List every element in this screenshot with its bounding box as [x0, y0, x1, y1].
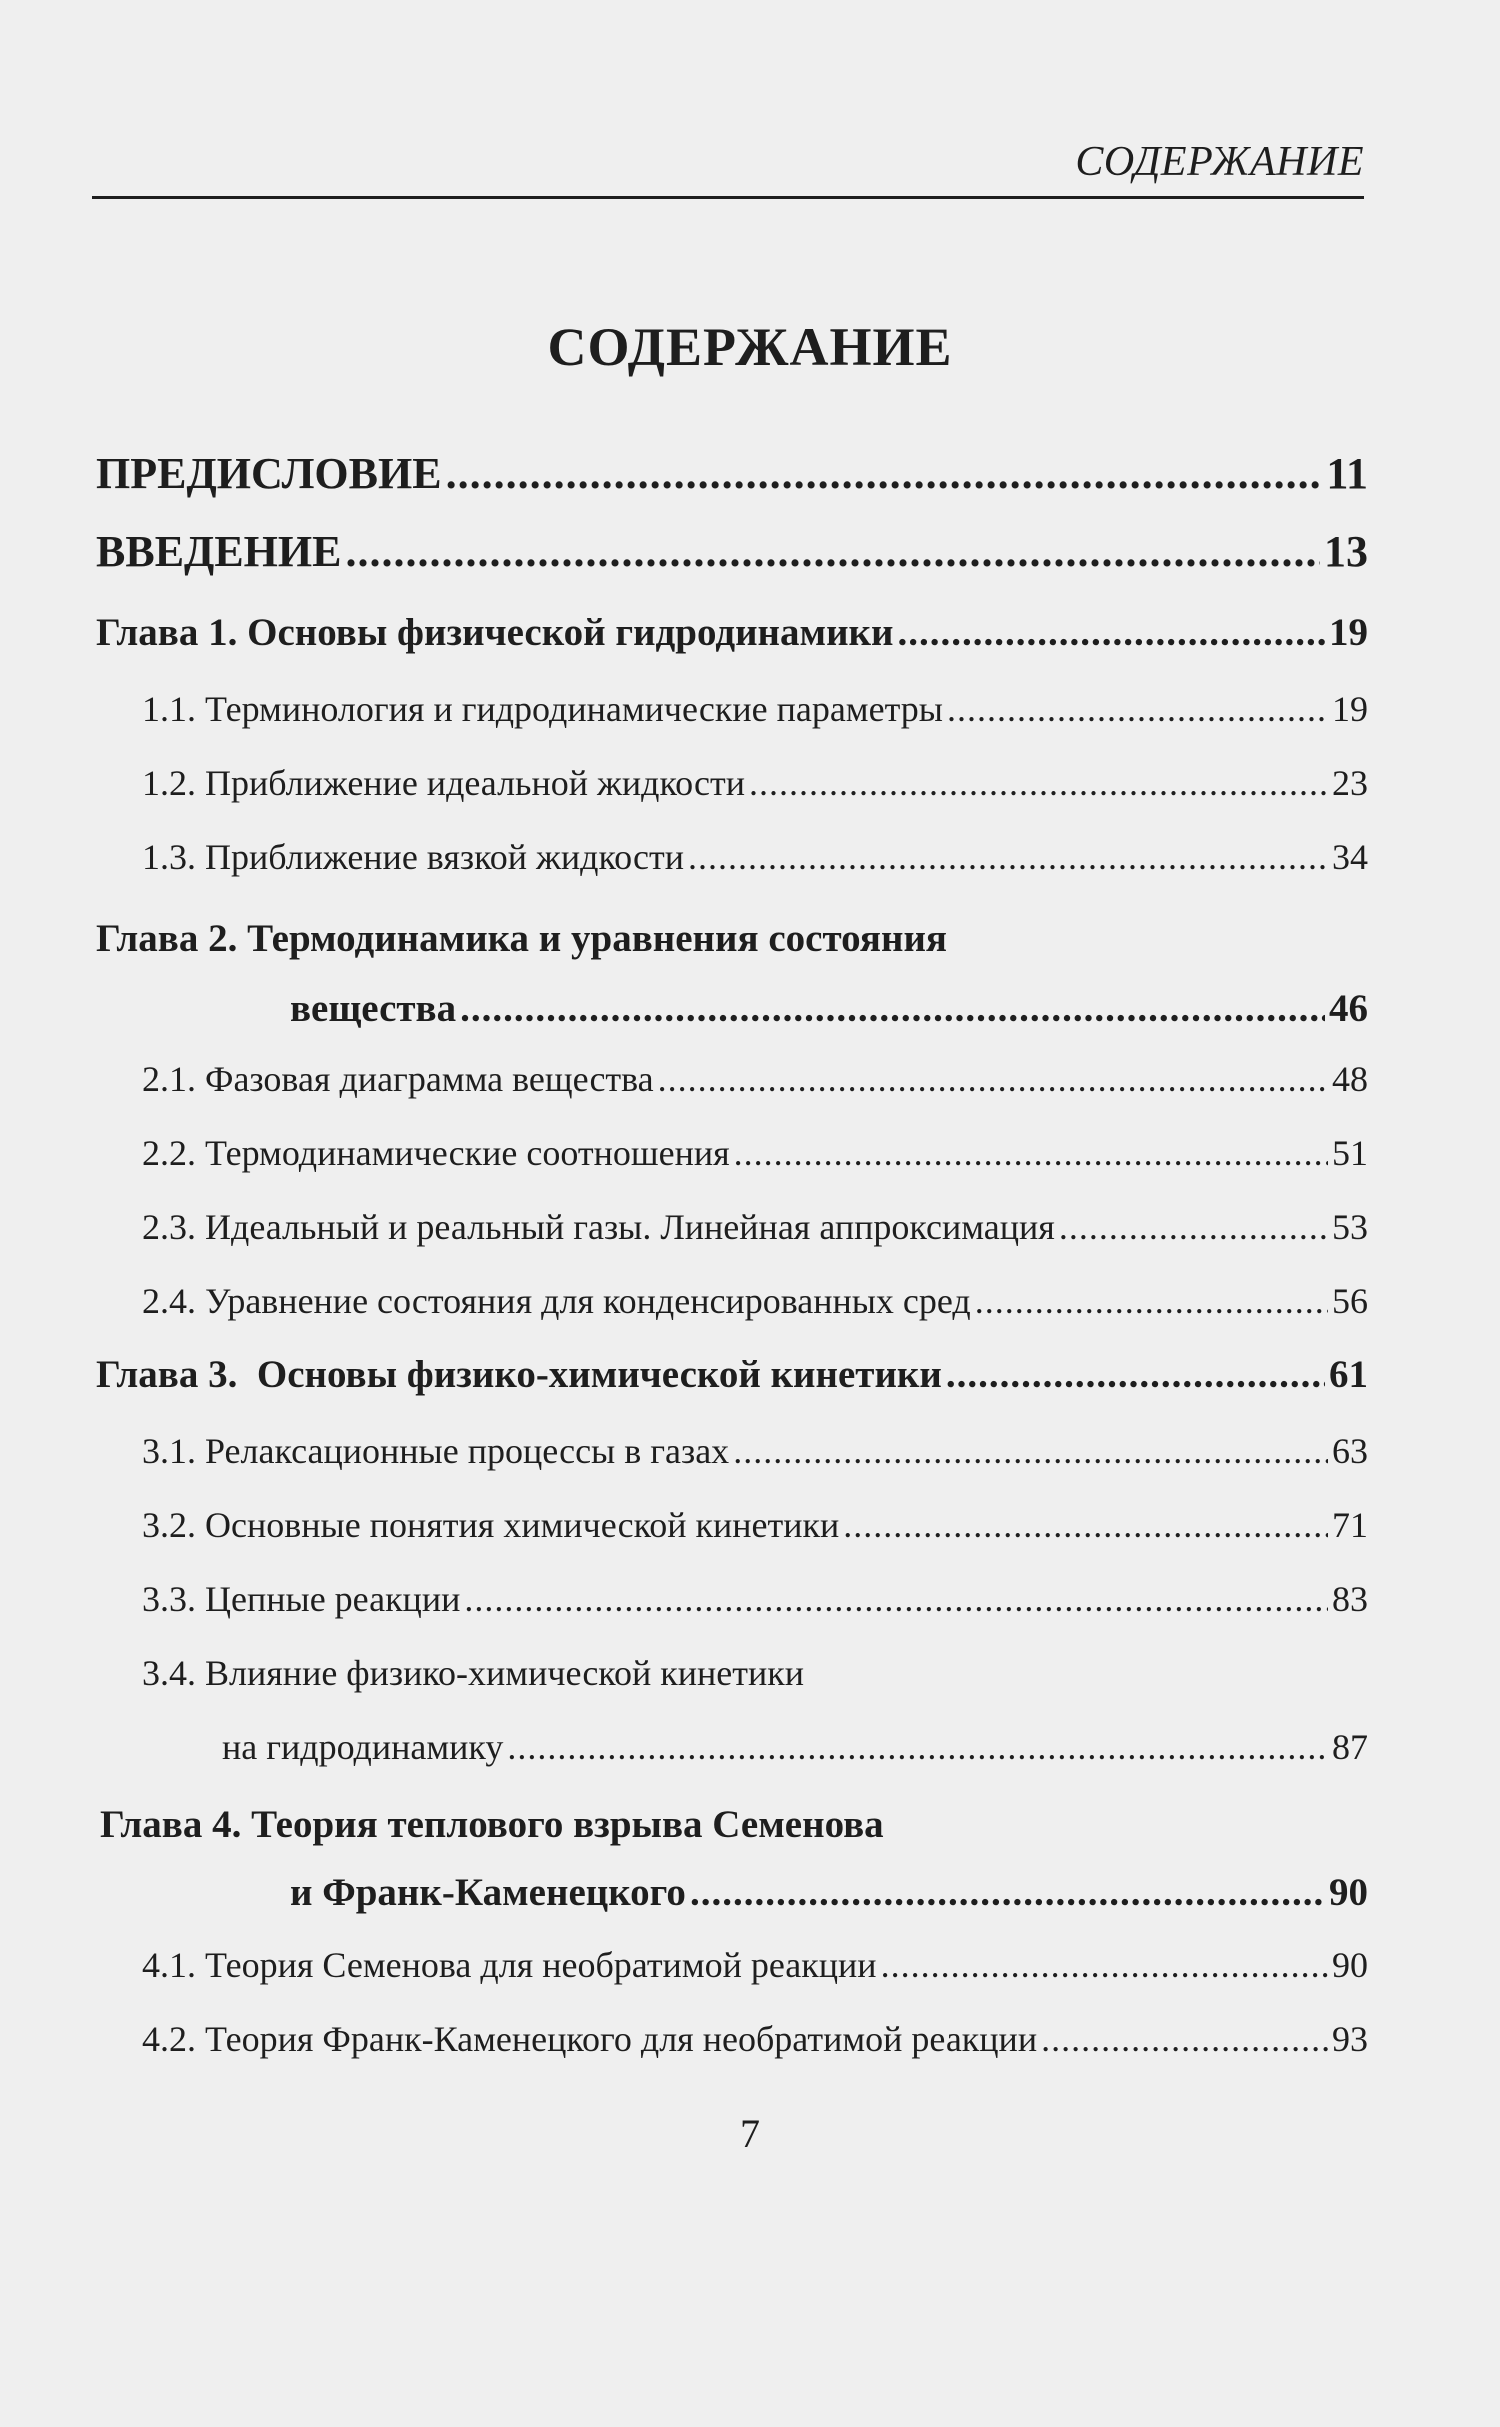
entry-title: 4.1. Теория Семенова для необратимой реакции [142, 1945, 877, 1985]
entry-page: 19 [1329, 611, 1368, 654]
dot-leader [749, 762, 1328, 804]
toc-entry-chapter-2-title-line[interactable]: Глава 2. Термодинамика и уравнения состояния [96, 917, 948, 960]
entry-page: 93 [1332, 2019, 1368, 2059]
dot-leader [345, 526, 1320, 577]
dot-leader [946, 1352, 1325, 1397]
entry-page: 53 [1332, 1207, 1368, 1247]
entry-page: 90 [1332, 1945, 1368, 1985]
page-number: 7 [740, 2111, 760, 2156]
entry-title: вещества [290, 987, 457, 1030]
toc-entry-1-1[interactable] [142, 688, 1368, 730]
entry-title: ПРЕДИСЛОВИЕ [96, 449, 442, 498]
dot-leader [1059, 1206, 1328, 1248]
entry-title: 3.3. Цепные реакции [142, 1579, 461, 1619]
dot-leader [688, 836, 1328, 878]
entry-title: 1.3. Приближение вязкой жидкости [142, 837, 685, 877]
entry-title: 2.1. Фазовая диаграмма вещества [142, 1059, 654, 1099]
toc-entry-3-3[interactable] [142, 1578, 1368, 1620]
entry-page: 51 [1332, 1133, 1368, 1173]
toc-entry-chapter-2[interactable] [290, 986, 1368, 1031]
toc-entry-1-2[interactable] [142, 762, 1368, 804]
entry-page: 56 [1332, 1281, 1368, 1321]
entry-title: 1.2. Приближение идеальной жидкости [142, 763, 745, 803]
dot-leader [898, 610, 1325, 655]
entry-page: 71 [1332, 1505, 1368, 1545]
entry-title: 2.3. Идеальный и реальный газы. Линейная аппроксимация [142, 1207, 1055, 1247]
toc-title: СОДЕРЖАНИЕ [547, 317, 953, 377]
toc-entry-2-1[interactable] [142, 1058, 1368, 1100]
entry-page: 63 [1332, 1431, 1368, 1471]
entry-title: 2.4. Уравнение состояния для конденсированных сред [142, 1281, 971, 1321]
entry-page: 46 [1329, 987, 1368, 1030]
entry-page: 87 [1332, 1727, 1368, 1767]
entry-page: 23 [1332, 763, 1368, 803]
running-header: СОДЕРЖАНИЕ [1075, 139, 1364, 185]
toc-entry-chapter-4[interactable] [290, 1870, 1368, 1915]
entry-page: 19 [1332, 689, 1368, 729]
entry-title: 2.2. Термодинамические соотношения [142, 1133, 730, 1173]
toc-entry-2-4[interactable] [142, 1280, 1368, 1322]
toc-entry-4-1[interactable] [142, 1944, 1368, 1986]
toc-entry-1-3[interactable] [142, 836, 1368, 878]
dot-leader [1041, 2018, 1328, 2060]
dot-leader [881, 1944, 1328, 1986]
entry-title: на гидродинамику [222, 1727, 504, 1767]
entry-title: 4.2. Теория Франк-Каменецкого для необратимой реакции [142, 2019, 1038, 2059]
entry-title: 1.1. Терминология и гидродинамические параметры [142, 689, 943, 729]
toc-entry-chapter-3[interactable] [96, 1352, 1368, 1397]
dot-leader [460, 986, 1325, 1031]
entry-title: 3.1. Релаксационные процессы в газах [142, 1431, 730, 1471]
entry-title: Глава 1. Основы физической гидродинамики [96, 611, 894, 654]
dot-leader [734, 1132, 1328, 1174]
entry-title: и Франк-Каменецкого [290, 1871, 686, 1914]
entry-page: 90 [1329, 1871, 1368, 1914]
dot-leader [947, 688, 1328, 730]
toc-entry-preface[interactable] [96, 448, 1368, 499]
toc-entry-chapter-4-title-line[interactable]: Глава 4. Теория теплового взрыва Семенова [100, 1803, 884, 1846]
entry-page: 34 [1332, 837, 1368, 877]
entry-title: Глава 3. Основы физико-химической кинетики [96, 1353, 942, 1396]
entry-title: 3.2. Основные понятия химической кинетики [142, 1505, 840, 1545]
dot-leader [975, 1280, 1328, 1322]
entry-page: 83 [1332, 1579, 1368, 1619]
dot-leader [658, 1058, 1328, 1100]
toc-entry-3-2[interactable] [142, 1504, 1368, 1546]
entry-page: 48 [1332, 1059, 1368, 1099]
entry-title: ВВЕДЕНИЕ [96, 527, 342, 576]
dot-leader [446, 448, 1323, 499]
toc-entry-2-2[interactable] [142, 1132, 1368, 1174]
toc-entry-3-1[interactable] [142, 1430, 1368, 1472]
entry-page: 61 [1329, 1353, 1368, 1396]
toc-entry-3-4-title-line[interactable]: 3.4. Влияние физико-химической кинетики [142, 1653, 804, 1693]
dot-leader [507, 1726, 1328, 1768]
toc-entry-4-2[interactable] [142, 2018, 1368, 2060]
toc-entry-3-4[interactable] [222, 1726, 1368, 1768]
dot-leader [843, 1504, 1328, 1546]
dot-leader [733, 1430, 1328, 1472]
entry-page: 11 [1326, 449, 1368, 498]
toc-entry-2-3[interactable] [142, 1206, 1368, 1248]
toc-entry-chapter-1[interactable] [96, 610, 1368, 655]
dot-leader [464, 1578, 1328, 1620]
entry-page: 13 [1324, 527, 1368, 576]
toc-entry-intro[interactable] [96, 526, 1368, 577]
dot-leader [690, 1870, 1325, 1915]
header-rule [92, 196, 1364, 199]
